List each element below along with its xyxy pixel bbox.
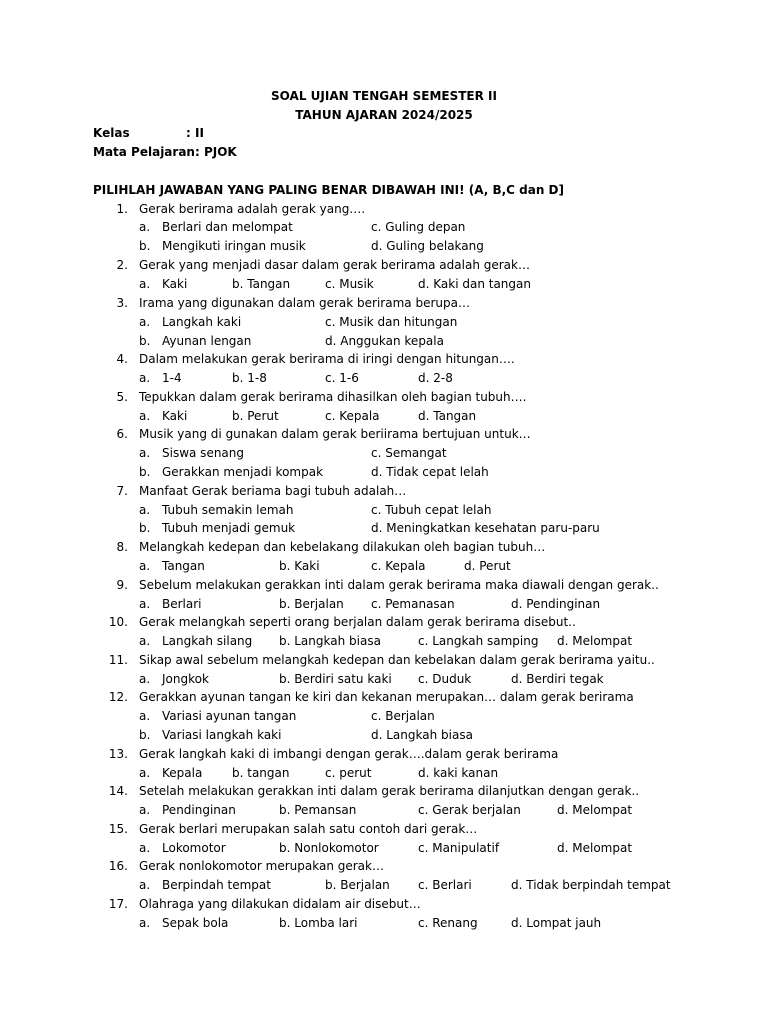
option-b: b. Langkah biasa bbox=[279, 634, 381, 648]
question-text: Tepukkan dalam gerak berirama dihasilkan oleh bagian tubuh…. bbox=[139, 390, 527, 404]
question-text: Musik yang di gunakan dalam gerak beriirama bertujuan untuk… bbox=[139, 427, 531, 441]
exam-page: SOAL UJIAN TENGAH SEMESTER II TAHUN AJARAN 2024/2025 Kelas : II Mata Pelajaran: PJOK PILIHLAH JAWABAN YANG PALING BENAR DIBAWAH INI! (A, B,C dan D] 1. Gerak berirama adalah gerak yang…. a. Berlari dan melompat c. Guling depan b. Mengikuti iringan musik d. Guling belakang 2. Gerak yang menjadi dasar dalam gerak berirama adalah gerak… a. Kaki b. Tangan c. Musik d. Kaki dan tangan 3. Irama yang digunakan dalam gerak berirama berupa… a. Langkah kaki c. Musik dan hitungan b. Ayunan lengan d. Anggukan kepala 4. Dalam melakukan gerak berirama di iringi dengan hitungan…. a. 1-4 b. 1-8 c. 1-6 d. 2-8 5. Tepukkan dalam gerak berirama dihasilkan oleh bagian tubuh…. a. Kaki b. Perut c. Kepala d. Tangan 6. Musik yang di gunakan dalam gerak beriirama bertujuan untuk… a. Siswa senang c. Semangat b. Gerakkan menjadi kompak d. Tidak cepat lelah 7. Manfaat Gerak beriama bagi tubuh adalah… a. Tubuh semakin lemah c. Tubuh cepat lelah b. Tubuh menjadi gemuk d. Meningkatkan kesehatan paru-paru 8. Melangkah kedepan dan kebelakang dilakukan oleh bagian tubuh… a. Tangan b. Kaki c. Kepala d. Perut 9. Sebelum melakukan gerakkan inti dalam gerak berirama maka diawali dengan gerak.. a. Berlari b. Berjalan c. Pemanasan d. Pendinginan 10. Gerak melangkah seperti orang berjalan dalam gerak berirama disebut.. a. Langkah silang b. Langkah biasa c. Langkah samping d. Melompat 11. Sikap awal sebelum melangkah kedepan dan kebelakan dalam gerak berirama yaitu.. a. Jongkok b. Berdiri satu kaki c. Duduk d. Berdiri tegak 12. Gerakkan ayunan tangan ke kiri dan kekanan merupakan… dalam gerak berirama a. Variasi ayunan tangan c. Berjalan b. Variasi langkah kaki d. Langkah biasa 13. Gerak langkah kaki di imbangi dengan gerak….dalam gerak berirama a. Kepala b. tangan c. perut d. kaki kanan 14. Setelah melakukan gerakkan inti dalam gerak berirama dilanjutkan dengan gerak.. a. Pendinginan b. Pemansan c. Gerak berjalan d. Melompat 15. Gerak berlari merupakan salah satu contoh dari gerak… a. Lokomotor b. Nonlokomotor c. Manipulatif d. Melompat 16. Gerak nonlokomotor merupakan gerak… a. Berpindah tempat b. Berjalan c. Berlari d. Tidak berpindah tempat 17. Olahraga yang dilakukan didalam air disebut… a. Sepak bola b. Lomba lari c. Renang d. Lompat jauh bbox=[0, 0, 768, 1024]
option-b: b. Kaki bbox=[279, 559, 320, 573]
question-number: 8. bbox=[116, 540, 128, 554]
option-d: d. Lompat jauh bbox=[511, 916, 602, 930]
option-d: d. Tangan bbox=[418, 409, 477, 423]
academic-year: TAHUN AJARAN 2024/2025 bbox=[295, 108, 473, 122]
option-b: b. Perut bbox=[232, 409, 279, 423]
question-number: 14. bbox=[108, 784, 128, 798]
option-d: d. Melompat bbox=[557, 634, 633, 648]
question-number: 12. bbox=[108, 690, 128, 704]
question-number: 15. bbox=[108, 822, 128, 836]
class-line bbox=[93, 126, 204, 140]
question-text: Gerakkan ayunan tangan ke kiri dan kekanan merupakan… dalam gerak berirama bbox=[139, 690, 634, 704]
question-text: Gerak melangkah seperti orang berjalan dalam gerak berirama disebut.. bbox=[139, 615, 576, 629]
question bbox=[0, 784, 768, 803]
option-c: c. perut bbox=[325, 766, 372, 780]
option-b: b. Berjalan bbox=[325, 878, 390, 892]
class-value: : II bbox=[186, 126, 204, 140]
question-text: Setelah melakukan gerakkan inti dalam gerak berirama dilanjutkan dengan gerak.. bbox=[139, 784, 640, 798]
question-text: Irama yang digunakan dalam gerak berirama berupa… bbox=[139, 296, 470, 310]
option-b: b. Lomba lari bbox=[279, 916, 358, 930]
option-c: c. Musik dan hitungan bbox=[325, 315, 458, 329]
option-d: d. Guling belakang bbox=[371, 239, 484, 253]
question-text: Sikap awal sebelum melangkah kedepan dan kebelakan dalam gerak berirama yaitu.. bbox=[139, 653, 655, 667]
option-c: c. Pemanasan bbox=[371, 597, 455, 611]
question bbox=[0, 578, 768, 597]
option-c: c. Kepala bbox=[371, 559, 426, 573]
question bbox=[0, 859, 768, 878]
option-d: d. Pendinginan bbox=[511, 597, 601, 611]
option-d: d. Melompat bbox=[557, 803, 633, 817]
option-c: c. Musik bbox=[325, 277, 374, 291]
option-c: c. Berlari bbox=[418, 878, 472, 892]
question-number: 17. bbox=[108, 897, 128, 911]
option-d: d. Kaki dan tangan bbox=[418, 277, 531, 291]
option-d: d. Meningkatkan kesehatan paru-paru bbox=[371, 521, 600, 535]
question bbox=[0, 202, 768, 221]
question-text: Dalam melakukan gerak berirama di iringi dengan hitungan…. bbox=[139, 352, 515, 366]
question bbox=[0, 747, 768, 766]
option-c: c. Gerak berjalan bbox=[418, 803, 521, 817]
question-number: 16. bbox=[108, 859, 128, 873]
option-d: d. Langkah biasa bbox=[371, 728, 473, 742]
instruction: PILIHLAH JAWABAN YANG PALING BENAR DIBAWAH INI! (A, B,C dan D] bbox=[93, 183, 564, 197]
question-number: 2. bbox=[116, 258, 128, 272]
option-c: c. Langkah samping bbox=[418, 634, 539, 648]
question-text: Sebelum melakukan gerakkan inti dalam gerak berirama maka diawali dengan gerak.. bbox=[139, 578, 659, 592]
question-number: 11. bbox=[108, 653, 128, 667]
question bbox=[0, 390, 768, 409]
exam-title: SOAL UJIAN TENGAH SEMESTER II bbox=[271, 89, 497, 103]
option-d: d. Tidak berpindah tempat bbox=[511, 878, 671, 892]
subject-label: Mata Pelajaran: bbox=[93, 145, 200, 159]
option-c: c. Tubuh cepat lelah bbox=[371, 503, 492, 517]
question-number: 7. bbox=[116, 484, 128, 498]
class-label: Kelas bbox=[93, 126, 130, 140]
option-b: b. 1-8 bbox=[232, 371, 267, 385]
question-text: Manfaat Gerak beriama bagi tubuh adalah… bbox=[139, 484, 407, 498]
question-number: 1. bbox=[116, 202, 128, 216]
option-b: b. tangan bbox=[232, 766, 290, 780]
question bbox=[0, 822, 768, 841]
question-number: 4. bbox=[116, 352, 128, 366]
question-number: 13. bbox=[108, 747, 128, 761]
question-number: 5. bbox=[116, 390, 128, 404]
option-c: c. Kepala bbox=[325, 409, 380, 423]
option-c: c. Semangat bbox=[371, 446, 447, 460]
question bbox=[0, 427, 768, 446]
question-text: Gerak berirama adalah gerak yang…. bbox=[139, 202, 366, 216]
question-number: 9. bbox=[116, 578, 128, 592]
question-text: Gerak langkah kaki di imbangi dengan gerak….dalam gerak berirama bbox=[139, 747, 559, 761]
option-c: c. Duduk bbox=[418, 672, 472, 686]
option-d: d. Berdiri tegak bbox=[511, 672, 604, 686]
question-text: Gerak berlari merupakan salah satu contoh dari gerak… bbox=[139, 822, 478, 836]
option-d: d. kaki kanan bbox=[418, 766, 499, 780]
question-number: 6. bbox=[116, 427, 128, 441]
subject-line bbox=[93, 145, 237, 159]
question-text: Gerak yang menjadi dasar dalam gerak berirama adalah gerak… bbox=[139, 258, 530, 272]
subject-value: PJOK bbox=[203, 145, 237, 159]
option-d: d. Tidak cepat lelah bbox=[371, 465, 489, 479]
question-number: 10. bbox=[108, 615, 128, 629]
question-text: Olahraga yang dilakukan didalam air disebut… bbox=[139, 897, 421, 911]
option-c: c. Manipulatif bbox=[418, 841, 500, 855]
option-b: b. Berdiri satu kaki bbox=[279, 672, 392, 686]
option-c: c. 1-6 bbox=[325, 371, 359, 385]
option-c: c. Berjalan bbox=[371, 709, 435, 723]
question-text: Gerak nonlokomotor merupakan gerak… bbox=[139, 859, 384, 873]
option-d: d. 2-8 bbox=[418, 371, 453, 385]
question bbox=[0, 296, 768, 315]
option-c: c. Renang bbox=[418, 916, 478, 930]
question-text: Melangkah kedepan dan kebelakang dilakukan oleh bagian tubuh… bbox=[139, 540, 546, 554]
option-b: b. Berjalan bbox=[279, 597, 344, 611]
question bbox=[0, 258, 768, 277]
option-d: d. Anggukan kepala bbox=[325, 334, 444, 348]
option-b: b. Tangan bbox=[232, 277, 291, 291]
question bbox=[0, 897, 768, 916]
option-c: c. Guling depan bbox=[371, 220, 466, 234]
question bbox=[0, 540, 768, 559]
question-number: 3. bbox=[116, 296, 128, 310]
question bbox=[0, 615, 768, 634]
option-d: d. Melompat bbox=[557, 841, 633, 855]
question bbox=[0, 352, 768, 371]
option-b: b. Nonlokomotor bbox=[279, 841, 379, 855]
question bbox=[0, 653, 768, 672]
option-b: b. Pemansan bbox=[279, 803, 357, 817]
option-d: d. Perut bbox=[464, 559, 511, 573]
question bbox=[0, 484, 768, 503]
question bbox=[0, 690, 768, 709]
